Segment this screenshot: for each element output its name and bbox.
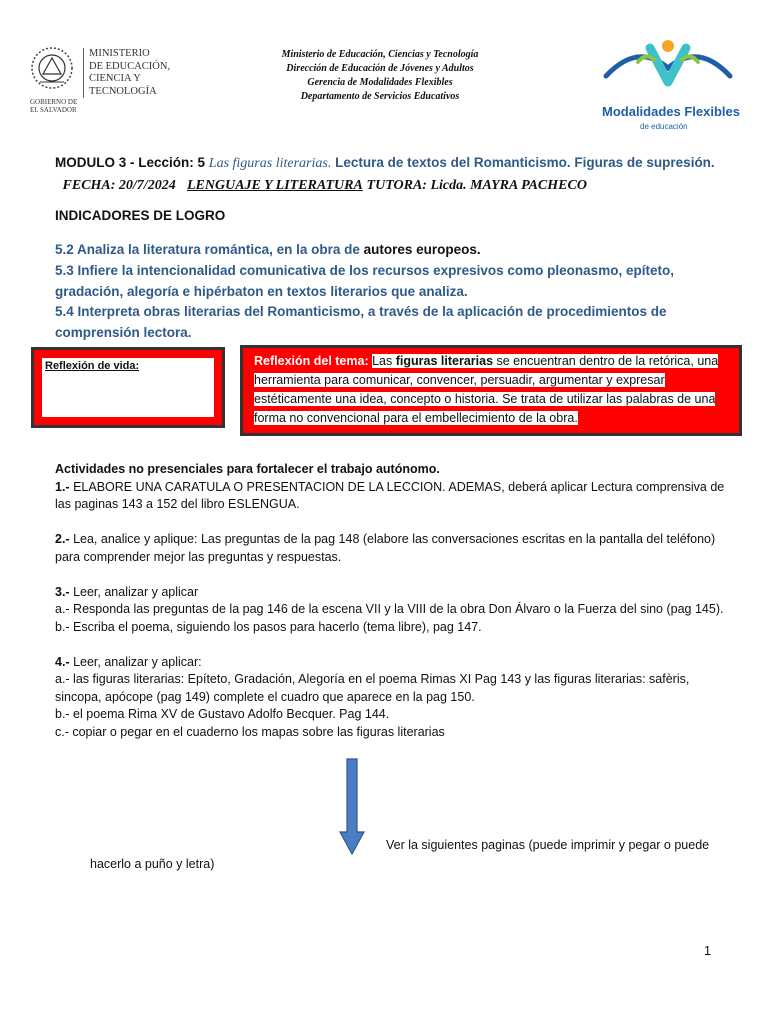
indicador-5-2 [55,240,735,261]
actividades-heading: Actividades no presenciales para fortalecer el trabajo autónomo. [55,462,440,476]
materia: LENGUAJE Y LITERATURA [186,178,363,193]
body-part: se encuentran dentro de la retórica, una herramienta para comunicar, convencer, persuadir, argumentar y expresar estéticamente una idea, concepto o historia. Se trata de utilizar las palabras de una forma no convencional para el embellecimiento de la obra. [254,354,719,425]
page-number: 1 [704,944,711,958]
ministry-line: MINISTERIO [89,48,150,59]
indicador-5-3: 5.3 Infiere la intencionalidad comunicativa de los recursos expresivos como pleonasmo, epíteto, gradación, alegoría e hipérbaton en textos literarios que analiza. [55,263,674,299]
indicador-text: 5.2 Analiza la literatura romántica, en la obra de [55,242,360,257]
header-center [230,48,530,104]
ministry-line: TECNOLOGÍA [89,85,157,97]
body-part: Las [372,354,393,368]
lesson-title [55,152,725,196]
indicador-emphasis: autores europeos. [363,242,481,257]
reflexion-vida-box [31,347,225,428]
logo-subtitle: de educación [640,122,688,131]
actividad-2 [55,531,735,566]
ministry-name [83,48,170,98]
actividad-number: 2.- [55,532,70,546]
actividad-text: Leer, analizar y aplicar: [73,654,202,669]
seal-caption [30,98,78,114]
seal-caption-line: EL SALVADOR [30,106,77,114]
reflexion-tema-label: Reflexión del tema: [254,354,369,368]
next-pages-note: Ver la siguientes paginas (puede imprimir y pegar o puede [386,838,710,852]
header-line: Gerencia de Modalidades Flexibles [307,77,453,88]
next-pages-note-cont: hacerlo a puño y letra) [90,857,215,871]
header-line: Departamento de Servicios Educativos [300,91,460,102]
indicador-5-4: 5.4 Interpreta obras literarias del Romanticismo, a través de la aplicación de procedimientos de comprensión lectora. [55,304,667,340]
down-arrow-icon [338,758,366,856]
tutora: TUTORA: Licda. MAYRA PACHECO [366,178,587,193]
indicadores-heading: INDICADORES DE LOGRO [55,208,226,223]
actividad-text: ELABORE UNA CARATULA O PRESENTACION DE LA LECCION. ADEMAS, deberá aplicar Lectura comprensiva de las paginas 143 a 152 del libro ESLENGUA. [55,479,725,511]
seal-caption-line: GOBIERNO DE [30,98,78,106]
actividad-number: 1.- [55,479,70,494]
actividades-section [55,461,735,741]
reflexion-vida-area [42,358,214,417]
logo-name: Modalidades Flexibles [602,104,740,119]
reflexion-vida-label: Reflexión de vida: [45,360,140,372]
reflexion-tema-box [240,345,742,436]
el-salvador-seal-icon [28,42,76,98]
topic-italic: Las figuras literarias. [208,156,332,171]
fecha: FECHA: 20/7/2024 [62,178,176,193]
actividad-text: Leer, analizar y aplicar [73,584,199,599]
body-emphasis: figuras literarias [395,354,494,368]
modalidades-flexibles-logo-icon [598,38,738,104]
actividad-4b: b.- el poema Rima XV de Gustavo Adolfo Becquer. Pag 144. [55,707,390,721]
topic-rest: Lectura de textos del Romanticismo. Figuras de supresión. [335,155,715,170]
actividad-1 [55,479,735,514]
actividad-4a: a.- las figuras literarias: Epíteto, Gradación, Alegoría en el poema Rimas XI Pag 143 y las figuras literarias: safèris, sincopa, apócope (pag 149) complete el cuadro que aparece en la pag 150. [55,672,690,704]
actividad-number: 3.- [55,584,70,599]
actividad-4c: c.- copiar o pegar en el cuaderno los mapas sobre las figuras literarias [55,724,445,739]
actividad-3a: a.- Responda las preguntas de la pag 146 de la escena VII y la VIII de la obra Don Álvaro o la Fuerza del sino (pag 145). [55,602,724,616]
header-line: Ministerio de Educación, Ciencias y Tecnología [281,49,479,60]
modulo-label: MODULO 3 - Lección: 5 [55,155,206,170]
ministry-line: CIENCIA Y [89,73,141,84]
actividad-4 [55,654,735,672]
actividad-3 [55,584,735,602]
actividad-number: 4.- [55,654,70,669]
reflexion-tema-text [254,352,732,428]
ministry-line: DE EDUCACIÓN, [89,60,171,72]
actividad-text: Lea, analice y aplique: Las preguntas de la pag 148 (elabore las conversaciones escritas en la pantalla del teléfono) para comprender mejor las preguntas y respuestas. [55,532,716,564]
actividad-3b: b.- Escriba el poema, siguiendo los pasos para hacerlo (tema libre), pag 147. [55,619,482,634]
header-line: Dirección de Educación de Jóvenes y Adultos [286,63,474,74]
